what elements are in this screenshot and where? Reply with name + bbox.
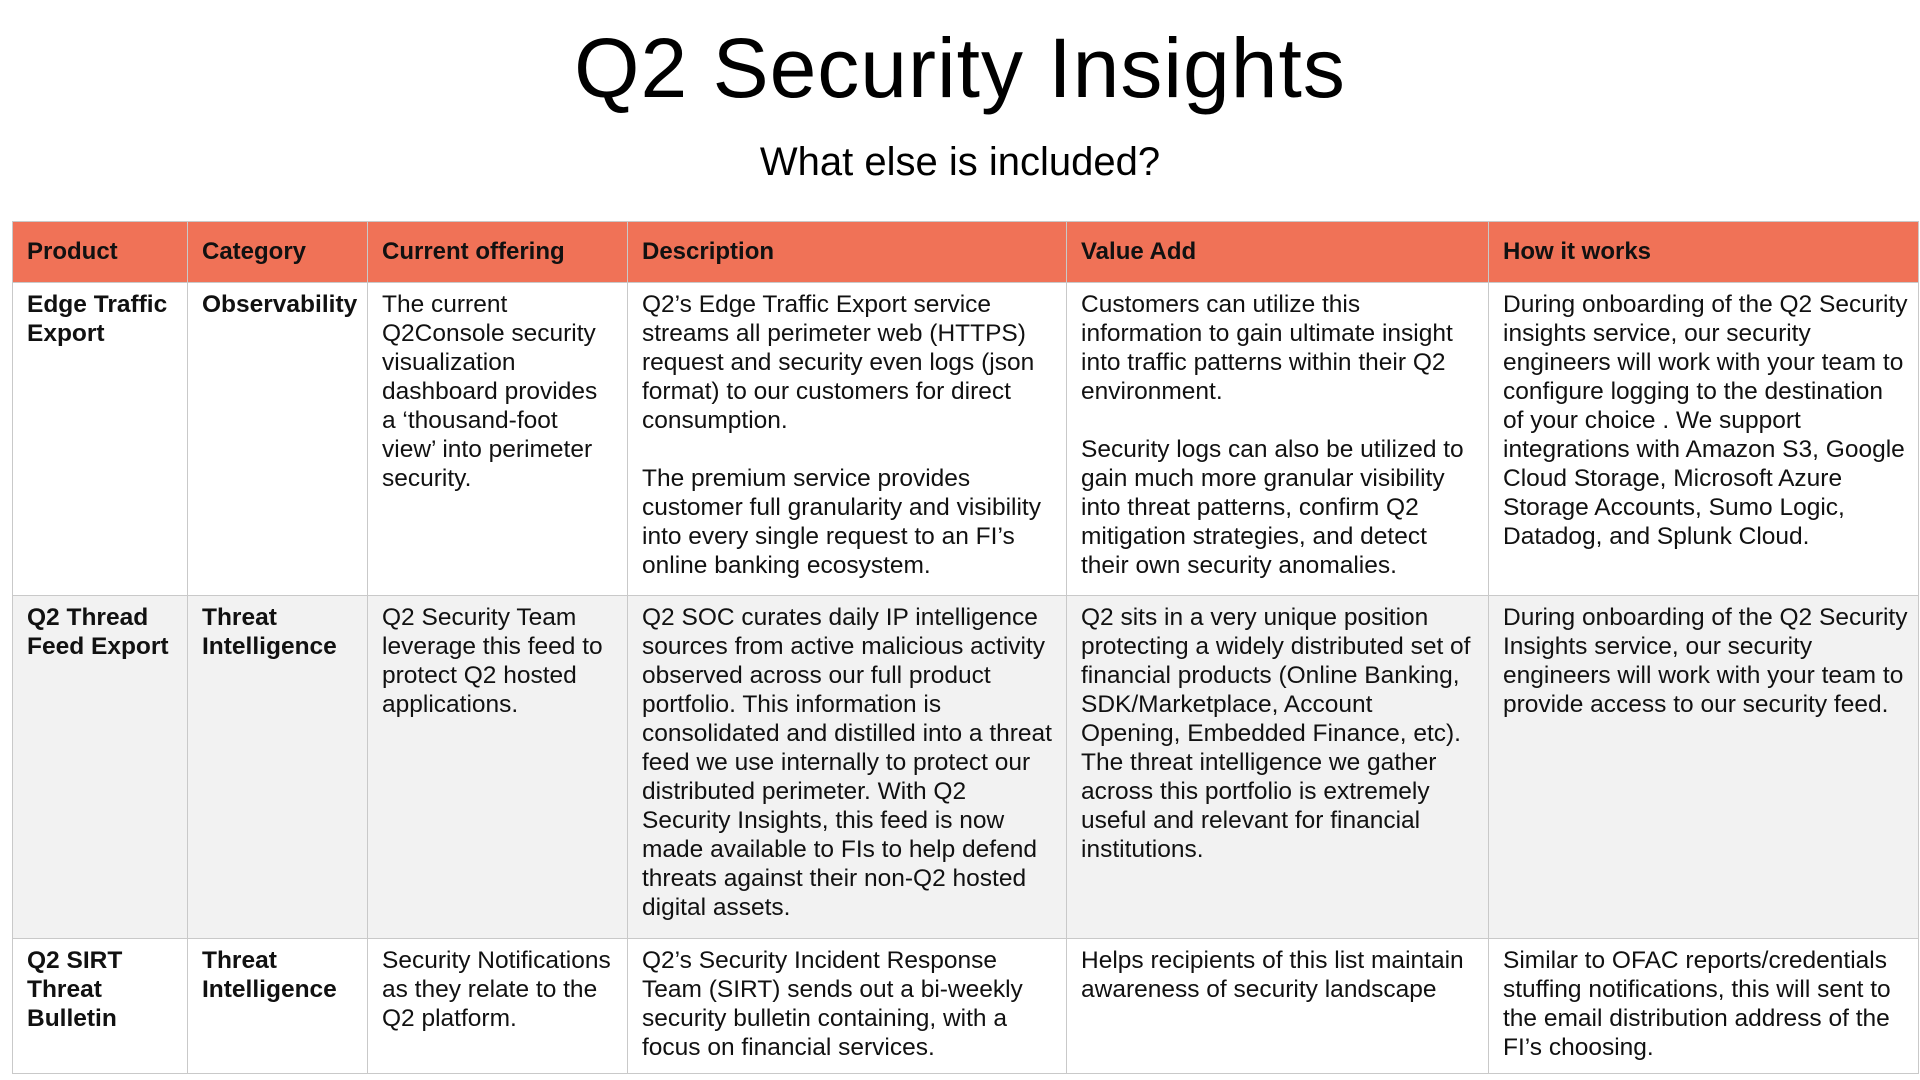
value-add-cell	[1067, 283, 1489, 596]
current-offering-cell: The current Q2Console security visualization dashboard provides a ‘thousand-foot view’ into perimeter security.	[368, 283, 628, 596]
value-add-paragraph: Customers can utilize this information to gain ultimate insight into traffic patterns within their Q2 environment.	[1081, 291, 1453, 405]
description-cell	[628, 596, 1067, 939]
description-cell	[628, 283, 1067, 596]
table-header-row	[13, 222, 1919, 283]
product-cell: Edge Traffic Export	[13, 283, 188, 596]
category-cell: Threat Intelligence	[188, 939, 368, 1074]
how-it-works-cell: During onboarding of the Q2 Security Insights service, our security engineers will work with your team to provide access to our security feed.	[1489, 596, 1919, 939]
column-header-how-it-works: How it works	[1489, 222, 1919, 283]
value-add-cell	[1067, 596, 1489, 939]
how-it-works-cell: During onboarding of the Q2 Security insights service, our security engineers will work with your team to configure logging to the destination of your choice . We support integrations with Amazon S3, Google Cloud Storage, Microsoft Azure Storage Accounts, Sumo Logic, Datadog, and Splunk Cloud.	[1489, 283, 1919, 596]
category-cell: Observability	[188, 283, 368, 596]
description-paragraph: The premium service provides customer full granularity and visibility into every single request to an FI’s online banking ecosystem.	[642, 465, 1041, 579]
description-paragraph: Q2’s Edge Traffic Export service streams all perimeter web (HTTPS) request and security even logs (json format) to our customers for direct consumption.	[642, 291, 1035, 434]
value-add-paragraph: Q2 sits in a very unique position protecting a widely distributed set of financial products (Online Banking, SDK/Marketplace, Account Opening, Embedded Finance, etc). The threat intelligence we gather across this portfolio is extremely useful and relevant for financial institutions.	[1081, 604, 1471, 863]
column-header-category: Category	[188, 222, 368, 283]
table-row	[13, 939, 1919, 1074]
page-subtitle: What else is included?	[759, 140, 1161, 184]
offerings-table	[12, 221, 1919, 1074]
description-paragraph: Q2 SOC curates daily IP intelligence sources from active malicious activity observed across our full product portfolio. This information is consolidated and distilled into a threat feed we use internally to protect our distributed perimeter. With Q2 Security Insights, this feed is now made available to FIs to help defend threats against their non-Q2 hosted digital assets.	[642, 604, 1052, 921]
description-paragraph: Q2’s Security Incident Response Team (SIRT) sends out a bi-weekly security bulletin containing, with a focus on financial services.	[642, 947, 1023, 1061]
value-add-paragraph: Helps recipients of this list maintain awareness of security landscape	[1081, 947, 1464, 1003]
column-header-description: Description	[628, 222, 1067, 283]
current-offering-cell: Q2 Security Team leverage this feed to protect Q2 hosted applications.	[368, 596, 628, 939]
value-add-cell	[1067, 939, 1489, 1074]
table-row	[13, 283, 1919, 596]
column-header-product: Product	[13, 222, 188, 283]
column-header-value-add: Value Add	[1067, 222, 1489, 283]
current-offering-cell: Security Notifications as they relate to the Q2 platform.	[368, 939, 628, 1074]
product-cell: Q2 SIRT Threat Bulletin	[13, 939, 188, 1074]
value-add-paragraph: Security logs can also be utilized to gain much more granular visibility into threat patterns, confirm Q2 mitigation strategies, and detect their own security anomalies.	[1081, 436, 1464, 579]
how-it-works-cell: Similar to OFAC reports/credentials stuffing notifications, this will sent to the email distribution address of the FI’s choosing.	[1489, 939, 1919, 1074]
column-header-current-offering: Current offering	[368, 222, 628, 283]
product-cell: Q2 Thread Feed Export	[13, 596, 188, 939]
description-cell	[628, 939, 1067, 1074]
category-cell: Threat Intelligence	[188, 596, 368, 939]
page-title: Q2 Security Insights	[574, 21, 1346, 115]
table-row	[13, 596, 1919, 939]
